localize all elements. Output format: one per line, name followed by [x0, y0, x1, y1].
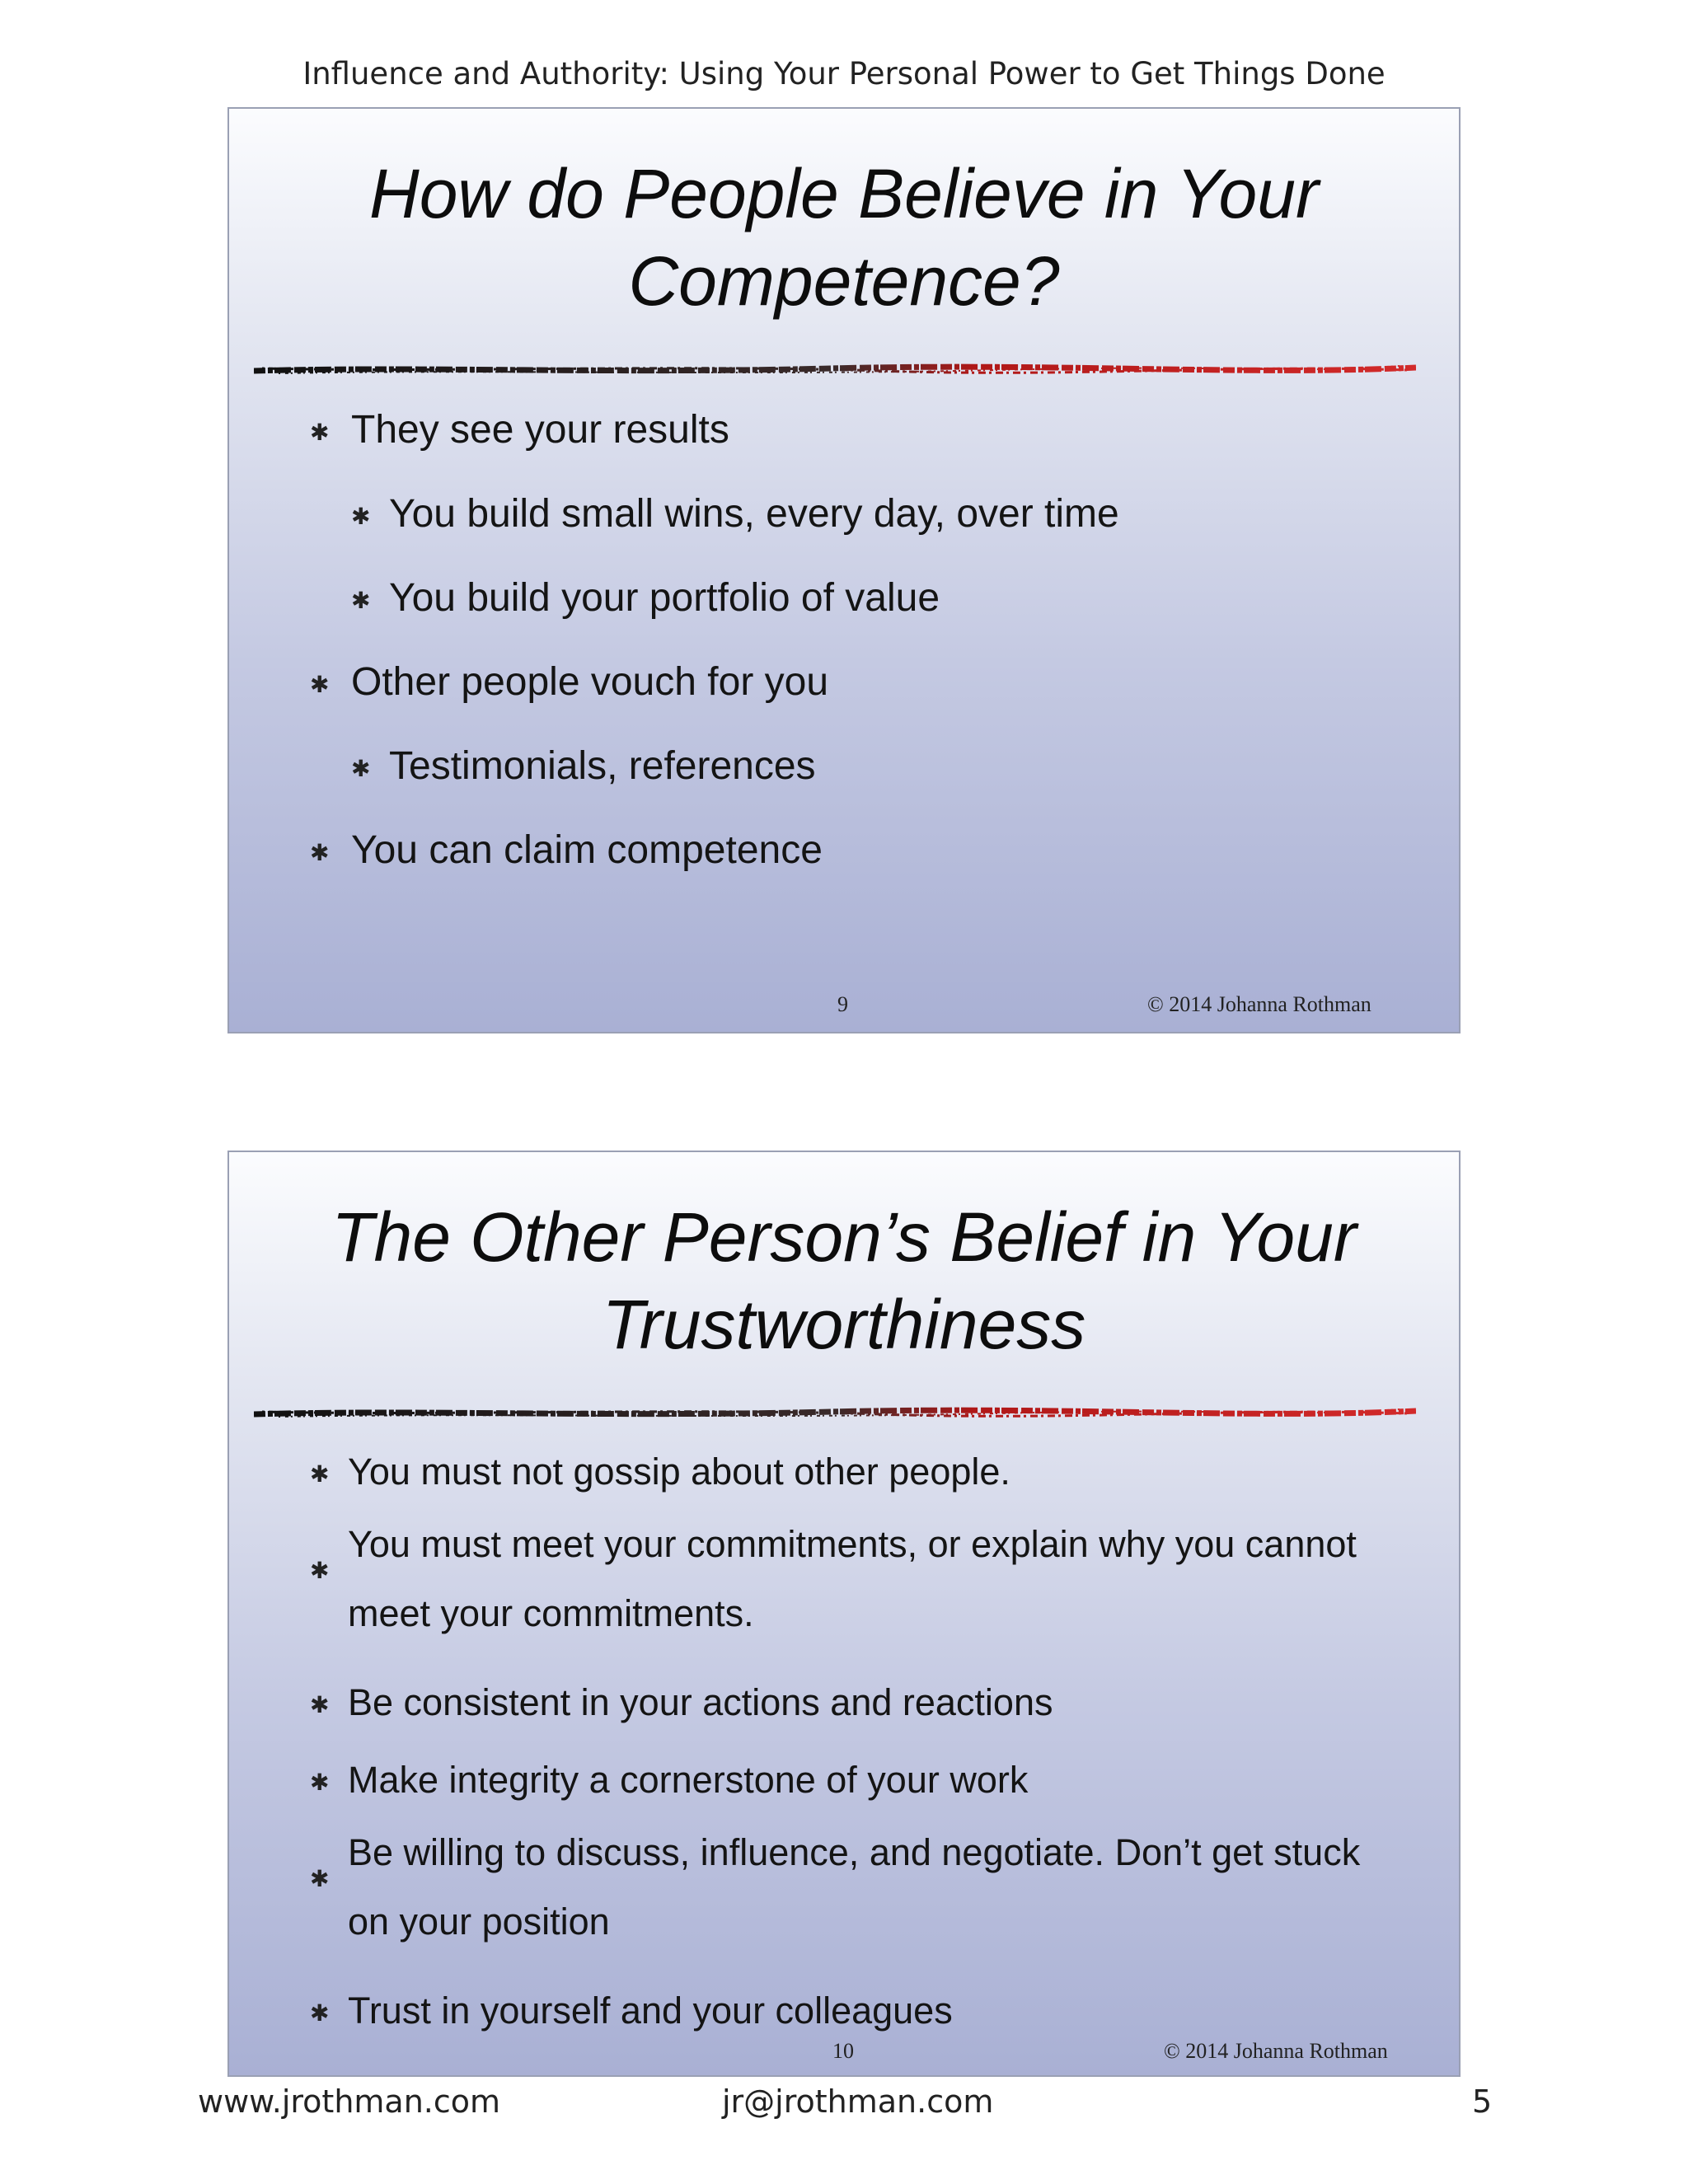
bullet-text: Other people vouch for you: [351, 660, 829, 704]
bullet-item: [310, 1818, 1362, 1957]
bullet-item: [351, 575, 940, 621]
asterisk-bullet-icon: ✱: [310, 1461, 330, 1487]
bullet-text: You must not gossip about other people.: [348, 1451, 1010, 1493]
bullet-item: [310, 1451, 1010, 1493]
bullet-item: [310, 827, 823, 873]
bullet-text: Be consistent in your actions and reactions: [348, 1681, 1053, 1723]
asterisk-bullet-icon: ✱: [310, 672, 330, 697]
asterisk-bullet-icon: ✱: [310, 1866, 330, 1891]
footer-page-number: 5: [1472, 2083, 1493, 2120]
bullet-item: [310, 1510, 1362, 1648]
slide-title-line-2: Trustworthiness: [602, 1286, 1086, 1363]
bullet-item: [310, 1681, 1053, 1724]
bullet-text: You can claim competence: [351, 828, 823, 872]
slide-number: 10: [832, 2039, 854, 2063]
slide-copyright: © 2014 Johanna Rothman: [1164, 2039, 1388, 2063]
bullet-text: They see your results: [351, 408, 729, 452]
asterisk-bullet-icon: ✱: [310, 1558, 330, 1583]
bullet-item: [351, 743, 816, 789]
asterisk-bullet-icon: ✱: [351, 756, 371, 781]
footer-website-link[interactable]: www.jrothman.com: [198, 2083, 501, 2120]
slide-title-line-2: Competence?: [628, 242, 1060, 320]
asterisk-bullet-icon: ✱: [310, 1769, 330, 1795]
asterisk-bullet-icon: ✱: [310, 419, 330, 445]
bullet-text: You build your portfolio of value: [389, 576, 940, 620]
slide-title-line-1: The Other Person’s Belief in Your: [331, 1198, 1357, 1276]
bullet-item: [310, 1759, 1029, 1802]
bullet-item: [310, 407, 729, 452]
bullet-text: You build small wins, every day, over time: [389, 492, 1119, 536]
bullet-text: Be willing to discuss, influence, and negotiate. Don’t get stuck on your position: [348, 1831, 1361, 1943]
bullet-item: [310, 1990, 953, 2032]
bullet-text: Make integrity a cornerstone of your work: [348, 1759, 1029, 1801]
slide-title-line-1: How do People Believe in Your: [369, 155, 1319, 232]
slide-copyright: © 2014 Johanna Rothman: [1147, 992, 1372, 1016]
page-header-title: Influence and Authority: Using Your Personal Power to Get Things Done: [302, 56, 1386, 91]
bullet-item: [310, 659, 829, 705]
bullet-text: Trust in yourself and your colleagues: [348, 1990, 953, 2032]
bullet-list: [229, 109, 1459, 1032]
bullet-list: [229, 1152, 1459, 2075]
slide-10: [227, 1151, 1461, 2077]
asterisk-bullet-icon: ✱: [351, 504, 371, 529]
asterisk-bullet-icon: ✱: [310, 2000, 330, 2026]
asterisk-bullet-icon: ✱: [351, 588, 371, 613]
asterisk-bullet-icon: ✱: [310, 840, 330, 865]
footer-email-link[interactable]: jr@jrothman.com: [722, 2083, 994, 2120]
bullet-item: [351, 491, 1119, 537]
bullet-text: Testimonials, references: [389, 744, 816, 788]
slide-9: [227, 107, 1461, 1033]
asterisk-bullet-icon: ✱: [310, 1692, 330, 1718]
slide-number: 9: [837, 992, 848, 1016]
bullet-text: You must meet your commitments, or explain why you cannot meet your commitments.: [348, 1523, 1357, 1634]
